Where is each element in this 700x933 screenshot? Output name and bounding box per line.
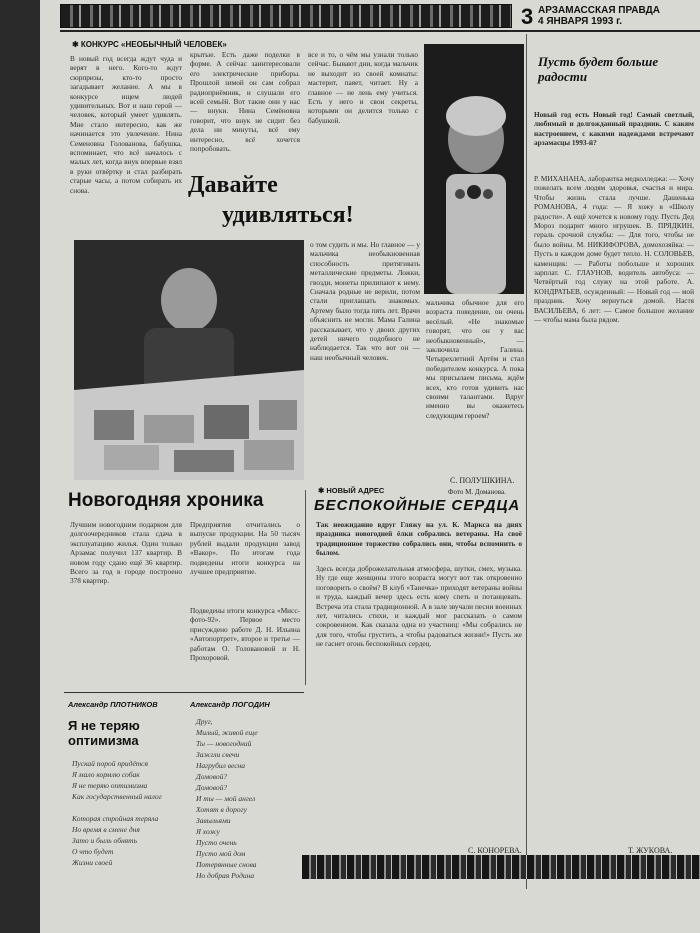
wishes-body: Р. МИХАНАНА, лаборантка медколледжа: — Хочу пожелать всем людям здоровья, счастья и мира. Чтобы жизнь стала лучше. Дашенька РОМАНОВА, 4 года: — Я хожу в «Школу радости». А ещё хочется к новому году. Пусть Дед Мороз подарит много игрушек. В. ПРЯДКИН, гераль срочной службы: — Для того, чтобы не было войны. М. НИКИФОРОВА, домохозяйка: — Пусть в каждом доме будет тепло. Н. СОЛОВЬЕВ, каменщик: — Работы побольше и хороших зарплат. С. ГЛАУНОВ, водитель автобуса: — Четвёртый год служу на этой работе. А. КОНДРАТЬЕВ, осужденный: — Новый год — мой праздник. Хочу вернуться домой. Настя ВАСИЛЬЕВА, 6 лет: — Самое большое желание — чтобы мама была рядом. [534, 174, 694, 325]
chronicle-divider [305, 490, 306, 685]
contest-column-5: мальчика обычное для его возраста поведение, он очень весёлый. «Не знакомые говорят, что он у вас необыкновенный», — заключила Галина. Четырехлетний Артём и стал победителем конкурса. А пока мы присылаем письма, ждём всех, кто готов удивить нас своими талантами. Вдруг именно вы окажетесь следующим героем? [426, 298, 524, 420]
wishes-byline: Т. ЖУКОВА. [628, 846, 673, 855]
poem-line: Нагрубил весна [196, 761, 246, 770]
headline-davaite: Давайте [188, 172, 278, 198]
poem-line [72, 802, 184, 813]
poem-line: Хотят в дорогу [196, 805, 247, 814]
poem-line: Пусто очень [196, 838, 237, 847]
poem-line: Друг, [196, 717, 213, 726]
poem-line: Пусто мой дом [196, 849, 246, 858]
poem-line: Я мало кормлю собак [72, 770, 140, 779]
poem-line: Я не теряю оптимизма [72, 781, 148, 790]
poem-line: И ты — мой ангел [196, 794, 256, 803]
issue-date: 4 ЯНВАРЯ 1993 г. [538, 16, 623, 27]
photo-grandmother [74, 240, 304, 480]
contest-byline: С. ПОЛУШКИНА. [450, 476, 515, 485]
page-number: 3 [521, 4, 534, 29]
author-plotnikov: Александр ПЛОТНИКОВ [68, 700, 158, 709]
poem-line: Домовой? [196, 783, 228, 792]
contest-column-3: все и то, о чём мы узнали только сейчас. Бывают дни, когда мальчик не выходит из своей комнаты: мастерит, паяет, читает. Ну а главное — не лень ему учиться. Есть у него и свои секреты, которыми он делится только с бабушкой. [308, 50, 418, 125]
contest-rubric: ✱ КОНКУРС «НЕОБЫЧНЫЙ ЧЕЛОВЕК» [72, 40, 227, 49]
poem-line: Зажгли свечи [196, 750, 240, 759]
poem-optimism [72, 758, 184, 868]
poems-top-rule [64, 692, 304, 693]
chronicle-column-2: Предприятия отчитались о выпуске продукции. На 50 тысяч рублей выдали продукции завод «Вакор». По итогам года подведены итоги конкурса на лучшее предприятие. [190, 520, 300, 577]
poem-line: Жизни своей [72, 858, 113, 867]
poem-line: Которая стройная теряла [72, 814, 159, 823]
paper-name: АРЗАМАССКАЯ ПРАВДА [538, 5, 660, 16]
ornament-bar [60, 4, 512, 28]
poem-line: Потерянные снова [196, 860, 257, 869]
masthead [538, 5, 698, 27]
column-divider-right [526, 34, 527, 889]
poem-line: Пускай порой придётся [72, 759, 148, 768]
headline-restless-hearts: БЕСПОКОЙНЫЕ СЕРДЦА [314, 497, 521, 514]
poem-line: О что будет [72, 847, 114, 856]
poem-line: Домовой? [196, 772, 228, 781]
poem-line: Но время в смене дня [72, 825, 140, 834]
headline-optimism: Я не теряю оптимизма [68, 718, 140, 748]
masthead-rule [60, 30, 700, 32]
chronicle-column-1: Лучшим новогодним подарком для долгоочередников стала сдача в эксплуатацию жилья. Один только Арзамас получил 137 квартир. В новом году сдано ещё 36 квартир. Всего за год в городе построено 378 квартир. [70, 520, 182, 586]
address-lead: Так неожиданно вдруг Гляжу на ул. К. Маркса на днях праздника новогодней ёлки собрались ветераны. На своё традиционное торжество собрались они, чтобы вспомнить о былом. [316, 520, 522, 558]
contest-column-1: В новый год всегда ждут чуда и верят в него. Кого-то ждут сюрпризы, кто-то просто загадывает желание. А мы в конкурсе ищем людей удивительных. Вот и наш герой — человек, который умеет удивлять. Мне стало интересно, как же начинается это увлечение. Нина Семеновна Голованова, бабушка, вспоминает, что всё началось с малых лет, когда внук впервые взял в руки отвёртку и стал разбирать старые часы, а потом собирать их снова. [70, 54, 182, 195]
poem-line: Милый, живой еще [196, 728, 258, 737]
poem-line: Зато и быль обнять [72, 836, 137, 845]
poem-line: Но добрая Родина [196, 871, 255, 880]
headline-more-joy: Пусть будет больше радости [538, 54, 659, 84]
contest-column-2: крытые. Есть даже поделки в форме. А сейчас заинтересовали его электрические приборы. Прошлой зимой он сам собрал радиоприёмник, и слушали его всей семьёй. Вот такие они у нас — внуки. Нина Семёновна говорит, что внук не сидит без дела ни минуты, всё ему интересно, всё хочется попробовать. [190, 50, 300, 154]
poem-line: Завыльями [196, 816, 231, 825]
address-rubric: ✱ НОВЫЙ АДРЕС [318, 486, 385, 495]
poem-line: Как государственный налог [72, 792, 162, 801]
photo-boy [424, 44, 524, 294]
photo-credit: Фото М. Доманова. [448, 488, 506, 496]
poem-line: Я хожу [196, 827, 220, 836]
address-byline: С. КОНОРЕВА. [468, 846, 522, 855]
chronicle-column-3: Подведены итоги конкурса «Мисс-фото-92». Первое место присуждено работе Д. Н. Ильина «Автопортрет», второе и третье — работам О. Головановой и Н. Прохоровой. [190, 606, 300, 663]
author-pogodin: Александр ПОГОДИН [190, 700, 270, 709]
headline-udivlyatsya: удивляться! [222, 202, 354, 228]
ornament-band-bottom [302, 855, 700, 879]
wishes-lead: Новый год есть Новый год! Самый светлый, любимый и долгожданный праздник. С каким настроением, с какими надеждами встречают арзамасцы 1993-й? [534, 110, 694, 148]
headline-chronicle: Новогодняя хроника [68, 490, 264, 511]
address-body: Здесь всегда доброжелательная атмосфера, шутки, смех, музыка. Ну где еще женщины этого возраста могут вот так откровенно поговорить о своём? В клуб «Танечка» приходят ветераны войны и труда, каждый вечер здесь есть кому спеть и потанцевать. Встреча эта стала традиционной. А в зале звучали песни военных лет, читались стихи, и каждый мог рассказать о самом сокровенном. Как сказала одна из участниц: «Мы собрались не для того, чтобы грустить, а чтобы радоваться жизни!» Пусть же не гаснет огонь беспокойных сердец. [316, 564, 522, 649]
contest-column-4: о том судить и мы. Но главное — у мальчика необыкновенная способность притягивать металлические предметы. Ложки, гвозди, монеты прилипают к нему. Сначала родные не верили, потом стали приглашать знакомых. Артему было тогда пять лет. Врачи объяснить не могли. Мама Галина рассказывает, что у двоих других детей ничего подобного не наблюдается. Так что вот он — наш необычный человек. [310, 240, 420, 362]
poem-line: Ты — новогодний [196, 739, 252, 748]
poem-pogodin [196, 716, 300, 881]
